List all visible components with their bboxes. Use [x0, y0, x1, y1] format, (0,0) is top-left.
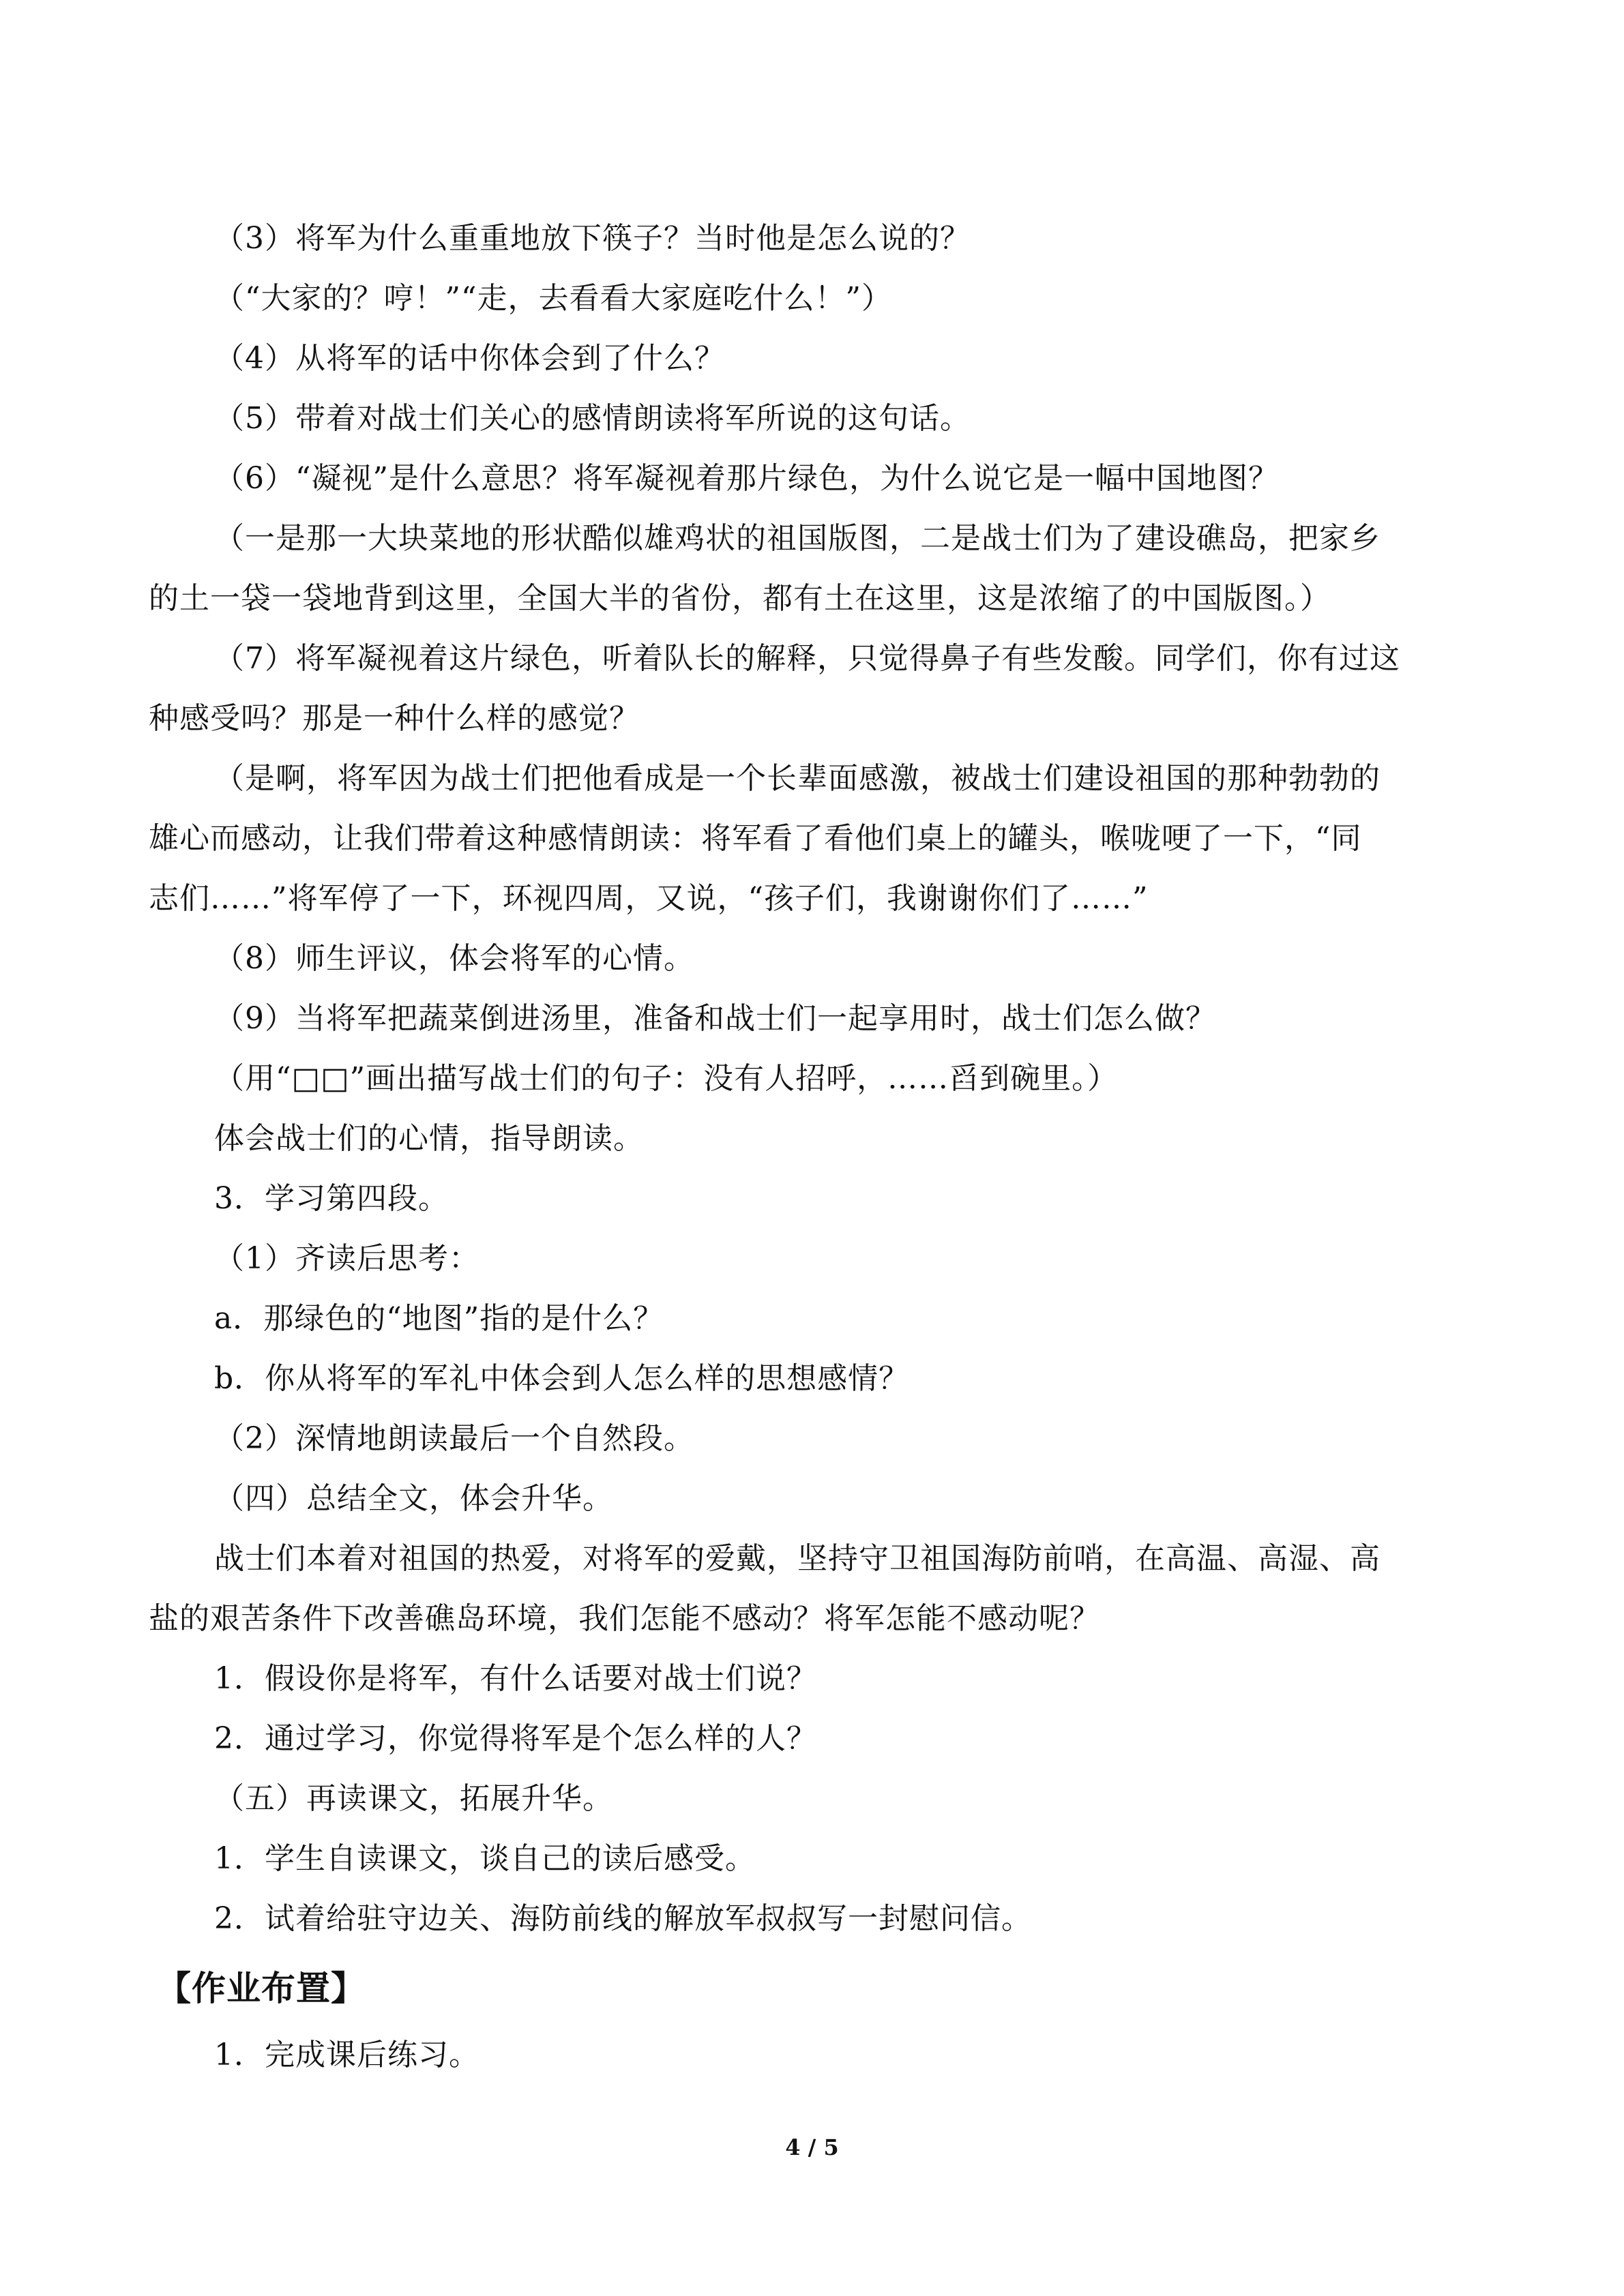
answer-9: （用“□□”画出描写战士们的句子：没有人招呼，……舀到碗里。）	[214, 1061, 1119, 1096]
question-7-line-1: （7）将军凝视着这片绿色，听着队长的解释，只觉得鼻子有些发酸。同学们，你有过这	[214, 641, 1400, 676]
step-3-item-2: （2）深情地朗读最后一个自然段。	[214, 1421, 694, 1456]
answer-6-line-1: （一是那一大块菜地的形状酷似雄鸡状的祖国版图，二是战士们为了建设礁岛，把家乡	[214, 521, 1381, 556]
summary-line-2: 盐的艰苦条件下改善礁岛环境，我们怎能不感动？将军怎能不感动呢？	[149, 1601, 1100, 1636]
answer-7-line-3: 志们……”将军停了一下，环视四周，又说，“孩子们，我谢谢你们了……”	[149, 881, 1149, 916]
homework-item-1: 1．完成课后练习。	[214, 2038, 479, 2072]
question-8: （8）师生评议，体会将军的心情。	[214, 941, 694, 976]
question-4: （4）从将军的话中你体会到了什么？	[214, 341, 725, 376]
question-5: （5）带着对战士们关心的感情朗读将军所说的这句话。	[214, 401, 971, 436]
answer-6-line-2: 的土一袋一袋地背到这里，全国大半的省份，都有土在这里，这是浓缩了的中国版图。）	[149, 581, 1331, 616]
part-5-item-1: 1．学生自读课文，谈自己的读后感受。	[214, 1841, 756, 1876]
summary-line-1: 战士们本着对祖国的热爱，对将军的爱戴，坚持守卫祖国海防前哨，在高温、高湿、高	[214, 1541, 1381, 1576]
part-5-item-2: 2．试着给驻守边关、海防前线的解放军叔叔写一封慰问信。	[214, 1901, 1032, 1936]
part-4-title: （四）总结全文，体会升华。	[214, 1481, 613, 1516]
document-body	[149, 209, 1479, 2085]
question-7-line-2: 种感受吗？那是一种什么样的感觉？	[149, 701, 640, 736]
answer-7-line-2: 雄心而感动，让我们带着这种感情朗读：将军看了看他们桌上的罐头，喉咙哽了一下，“同	[149, 821, 1362, 856]
page-number: 4 / 5	[785, 2134, 839, 2160]
answer-3: （“大家的？哼！”“走，去看看大家庭吃什么！”）	[214, 281, 892, 316]
part-5-title: （五）再读课文，拓展升华。	[214, 1781, 613, 1816]
step-3-item-b: b．你从将军的军礼中体会到人怎么样的思想感情？	[214, 1361, 910, 1396]
question-9: （9）当将军把蔬菜倒进汤里，准备和战士们一起享用时，战士们怎么做？	[214, 1001, 1216, 1036]
part-4-item-1: 1．假设你是将军，有什么话要对战士们说？	[214, 1661, 817, 1696]
question-6: （6）“凝视”是什么意思？将军凝视着那片绿色，为什么说它是一幅中国地图？	[214, 461, 1279, 496]
reading-guide: 体会战士们的心情，指导朗读。	[214, 1121, 644, 1156]
part-4-item-2: 2．通过学习，你觉得将军是个怎么样的人？	[214, 1721, 817, 1756]
homework-heading: 【作业布置】	[157, 1969, 366, 2008]
step-3-item-a: a．那绿色的“地图”指的是什么？	[214, 1301, 664, 1336]
answer-7-line-1: （是啊，将军因为战士们把他看成是一个长辈面感激，被战士们建设祖国的那种勃勃的	[214, 761, 1381, 796]
step-3-title: 3．学习第四段。	[214, 1181, 449, 1216]
question-3: （3）将军为什么重重地放下筷子？当时他是怎么说的？	[214, 221, 971, 256]
step-3-item-1: （1）齐读后思考：	[214, 1241, 479, 1276]
